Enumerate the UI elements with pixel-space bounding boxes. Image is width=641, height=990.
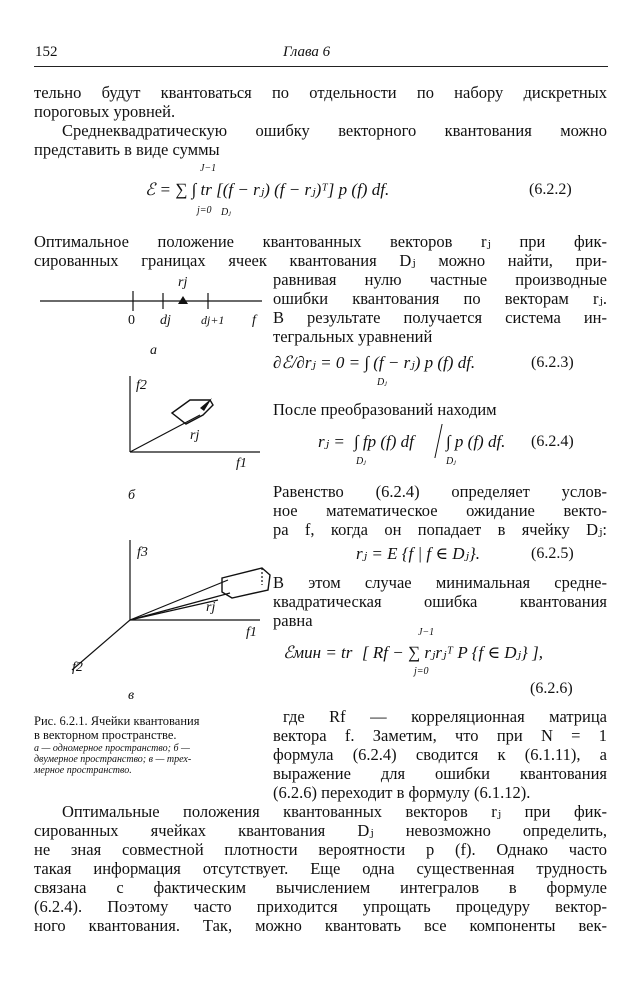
- equation-integral-domain: Dⱼ: [221, 207, 231, 218]
- text-line: пороговых уровней.: [34, 102, 176, 121]
- equation-6-2-4-lhs: rⱼ =: [318, 432, 345, 451]
- text-line: представить в виде суммы: [34, 140, 220, 159]
- equation-sum-limit: J−1: [200, 163, 217, 174]
- text-line: Оптимальное положение квантованных векторов rⱼ при фик-: [34, 232, 607, 251]
- text-line: связана с фактическим вычислением интегралов в формуле: [34, 878, 607, 897]
- text-line: ное математическое ожидание векто-: [273, 501, 607, 520]
- figure-caption-detail: а — одномерное пространство; б —: [34, 743, 190, 754]
- text-line: равна: [273, 611, 313, 630]
- equation-6-2-6: [ Rf − ∑ rⱼrⱼᵀ P {f ∈ Dⱼ} ],: [362, 643, 543, 662]
- text-line: ного квантования. Так, можно квантовать все компоненты век-: [34, 916, 607, 935]
- axis-label-rj: rj: [178, 275, 188, 290]
- equation-number: (6.2.3): [531, 354, 574, 371]
- axis-label-f2: f2: [136, 378, 147, 393]
- text-line: Равенство (6.2.4) определяет услов-: [273, 482, 607, 501]
- figure-panel-label: б: [128, 488, 136, 503]
- equation-sum-limit: j=0: [197, 205, 212, 216]
- axis-label-dj: dj: [160, 313, 171, 328]
- axis-label-rj: rj: [206, 600, 216, 615]
- axis-label-dj1: dj+1: [201, 313, 225, 327]
- figure-caption-detail: двумерное пространство; в — трех-: [34, 754, 192, 765]
- equation-6-2-2: ℰ = ∑ ∫ tr [(f − rⱼ) (f − rⱼ)ᵀ] p (f) df.: [145, 180, 390, 199]
- text-line: В результате получается система ин-: [273, 308, 607, 327]
- text-line: Оптимальные положения квантованных векторов rⱼ при фик-: [62, 802, 607, 821]
- equation-sum-limit: J−1: [418, 627, 435, 638]
- equation-6-2-4-denominator: ∫ p (f) df.: [446, 432, 506, 451]
- text-line: сированных ячейках квантования Dⱼ невозможно определить,: [34, 821, 607, 840]
- text-line: вектора f. Заметим, что при N = 1: [273, 726, 607, 745]
- equation-number: (6.2.2): [529, 181, 572, 198]
- text-line: где Rf — корреляционная матрица: [283, 707, 607, 726]
- text-line: квадратическая ошибка квантования: [273, 592, 607, 611]
- text-line: формула (6.2.4) сводится к (6.1.11), а: [273, 745, 607, 764]
- axis-label-f1: f1: [246, 625, 257, 640]
- equation-number: (6.2.4): [531, 433, 574, 450]
- text-line: После преобразований находим: [273, 400, 497, 419]
- axis-label-zero: 0: [128, 313, 135, 328]
- figure-caption-detail: мерное пространство.: [34, 765, 132, 776]
- axis-label-rj: rj: [190, 428, 200, 443]
- text-line: (6.2.6) переходит в формулу (6.1.12).: [273, 783, 531, 802]
- equation-integral-domain: Dⱼ: [356, 456, 366, 467]
- text-line: (6.2.4). Поэтому часто приходится упрощать процедуру вектор-: [34, 897, 607, 916]
- rj-marker-icon: [178, 296, 188, 304]
- equation-6-2-3: ∂ℰ/∂rⱼ = 0 = ∫ (f − rⱼ) p (f) df.: [273, 353, 476, 372]
- axis-label-f3: f3: [137, 545, 148, 560]
- text-line: тельно будут квантоваться по отдельности по набору дискретных: [34, 83, 607, 102]
- text-line: выражение для ошибки квантования: [273, 764, 607, 783]
- equation-6-2-4-numerator: ∫ fp (f) df: [354, 432, 414, 451]
- equation-number: (6.2.6): [530, 680, 573, 697]
- equation-6-2-5: rⱼ = E {f | f ∈ Dⱼ}.: [356, 544, 481, 563]
- text-line: ошибки квантования по векторам rⱼ.: [273, 289, 607, 308]
- equation-6-2-6-lhs: ℰмин = tr: [283, 643, 353, 662]
- axis-label-f2: f2: [72, 660, 83, 675]
- text-line: тегральных уравнений: [273, 327, 433, 346]
- figure-panel-label: а: [150, 343, 157, 358]
- axis-label-f1: f1: [236, 456, 247, 471]
- axis-label-f: f: [252, 313, 256, 328]
- text-line: не зная совместной плотности вероятности p (f). Однако часто: [34, 840, 607, 859]
- text-line: ра f, когда он попадает в ячейку Dⱼ:: [273, 520, 607, 539]
- text-line: равнивая нулю частные производные: [273, 270, 607, 289]
- page-number: 152: [35, 44, 58, 60]
- text-line: В этом случае минимальная средне-: [273, 573, 607, 592]
- text-line: сированных границах ячеек квантования Dⱼ можно найти, при-: [34, 251, 607, 270]
- figure-caption: в векторном пространстве.: [34, 728, 177, 742]
- equation-integral-domain: Dⱼ: [446, 456, 456, 467]
- text-line: Среднеквадратическую ошибку векторного квантования можно: [62, 121, 607, 140]
- vector-rj: [130, 600, 218, 620]
- equation-integral-domain: Dⱼ: [377, 377, 387, 388]
- figure-caption: Рис. 6.2.1. Ячейки квантования: [34, 714, 200, 728]
- equation-sum-limit: j=0: [414, 666, 429, 677]
- figure-panel-label: в: [128, 688, 135, 703]
- chapter-title: Глава 6: [283, 44, 331, 60]
- text-line: такая информация отсутствует. Еще одна существенная трудность: [34, 859, 607, 878]
- equation-number: (6.2.5): [531, 545, 574, 562]
